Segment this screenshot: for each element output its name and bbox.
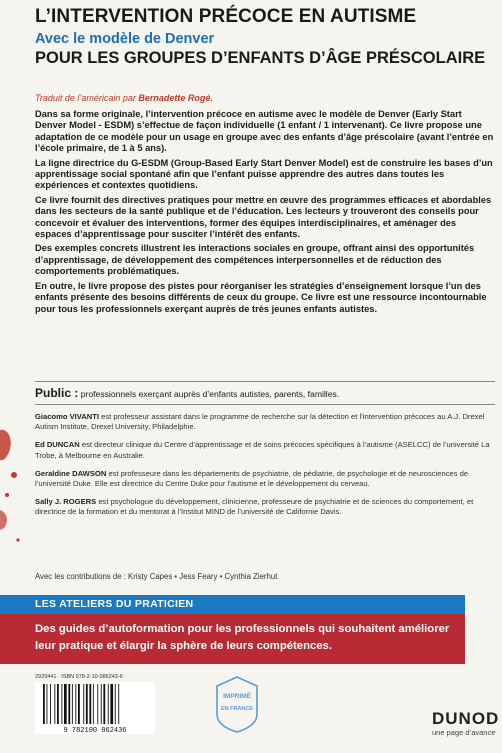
author-text: est professeure dans les départements de psychiatrie, de pédiatrie, de psychologie et de neurosciences de l’université Duke. Elle est directrice du Centre Duke pour l’autisme et le développement du cerveau.: [35, 468, 469, 489]
author-text: est professeur assistant dans le programme de recherche sur la détection et l’intervention précoces au A.J. Drexel Autism Institute, Drexel University, Philadelphie.: [35, 412, 485, 432]
translation-credit: [35, 93, 213, 103]
description: [35, 109, 495, 318]
publisher-tagline: une page d’avance: [432, 728, 496, 737]
description-paragraph: En outre, le livre propose des pistes pour réorganiser les stratégies d’enseignement lorsque l’un des enfants présente des besoins différents de ceux du groupe. Ce livre est une ressource incontournable pour tous les professionnels exerçant auprès de très jeunes enfants autistes.: [35, 280, 487, 314]
author-name: Giacomo VIVANTI: [35, 412, 99, 421]
author-bio: [35, 412, 495, 432]
stamp-line-1: IMPRIMÉ: [223, 693, 251, 700]
barcode: [35, 682, 155, 734]
decorative-paint-splash: [0, 400, 26, 600]
title-line-3: POUR LES GROUPES D’ENFANTS D’ÂGE PRÉSCOLAIRE: [35, 49, 486, 67]
audience-text: professionnels exerçant auprès d’enfants autistes, parents, familles.: [80, 389, 340, 399]
contributions: Avec les contributions de : Kristy Capes • Jess Feary • Cynthia Zierhut: [35, 572, 278, 581]
author-name: Ed DUNCAN: [35, 440, 80, 450]
translator-name: Bernadette Rogé.: [138, 93, 213, 103]
description-paragraph: Ce livre fournit des directives pratiques pour mettre en œuvre des programmes efficaces et abordables dans les secteurs de la santé publique et de l’éducation. Les lecteurs y trouveront des conseils pour concevoir et évaluer des interventions, former des équipes interdisciplinaires, et aménager des espaces d’apprentissage pour susciter l’intérêt des enfants.: [35, 194, 492, 240]
author-bio: [35, 469, 495, 489]
translation-prefix: Traduit de l’américain par: [35, 93, 136, 103]
audience: [35, 386, 495, 400]
collection-description: Des guides d’autoformation pour les professionnels qui souhaitent améliorer leur pratique et élargir la sphère de leurs compétences.: [35, 623, 450, 652]
author-bio: [35, 497, 495, 517]
description-paragraph: La ligne directrice du G-ESDM (Group-Based Early Start Denver Model) est de construire les bases d’un apprentissage social spontané afin que l’enfant puisse apprendre des autres dans toutes les expériences et contextes quotidiens.: [35, 157, 493, 191]
author-text: est directeur clinique du Centre d’apprentissage et de soins précoces spécifiques à l’autisme (ASELCC) de l’université La Trobe, à Melbourne en Australie.: [35, 440, 490, 460]
author-bio: [35, 440, 495, 460]
description-paragraph: Des exemples concrets illustrent les interactions sociales en groupe, offrant ainsi des opportunités d’apprentissage, de développement des compétences interpersonnelles et de réduction des comportements problématiques.: [35, 243, 475, 277]
barcode-digits: 9 782100 862436: [63, 727, 127, 734]
authors: [35, 412, 495, 526]
title-line-1: L’INTERVENTION PRÉCOCE EN AUTISME: [35, 6, 417, 27]
title-line-2: Avec le modèle de Denver: [35, 31, 215, 47]
audience-label: Public :: [35, 386, 79, 400]
collection-name: LES ATELIERS DU PRATICIEN: [35, 598, 194, 610]
divider: [35, 404, 495, 405]
printed-in-france-stamp: [212, 674, 262, 734]
author-name: Sally J. ROGERS: [35, 497, 97, 507]
divider: [35, 381, 495, 382]
product-codes: 2929441 · ISBN 978-2-10-086243-6: [35, 674, 123, 680]
stamp-line-2: EN FRANCE: [220, 706, 254, 712]
author-text: est psychologue du développement, clinicienne, professeure de psychiatrie et de sciences du comportement, et directrice de la formation et du mentorat à l’Institut MIND de l’université de Californie Davis.: [35, 497, 474, 517]
collection-band: [0, 595, 465, 614]
description-paragraph: Dans sa forme originale, l’intervention précoce en autisme avec le modèle de Denver (Early Start Denver Model - ESDM) s’effectue de façon individuelle (1 enfant / 1 intervenant). Ce livre propose une adaptation de ce modèle pour un usage en groupe avec des enfants d’âge préscolaire (avant l’entrée en l’école primaire, de 1 à 5 ans).: [35, 109, 494, 154]
publisher-logo: DUNOD: [432, 709, 500, 728]
collection-description-band: [0, 614, 465, 664]
author-name: Geraldine DAWSON: [35, 468, 107, 478]
